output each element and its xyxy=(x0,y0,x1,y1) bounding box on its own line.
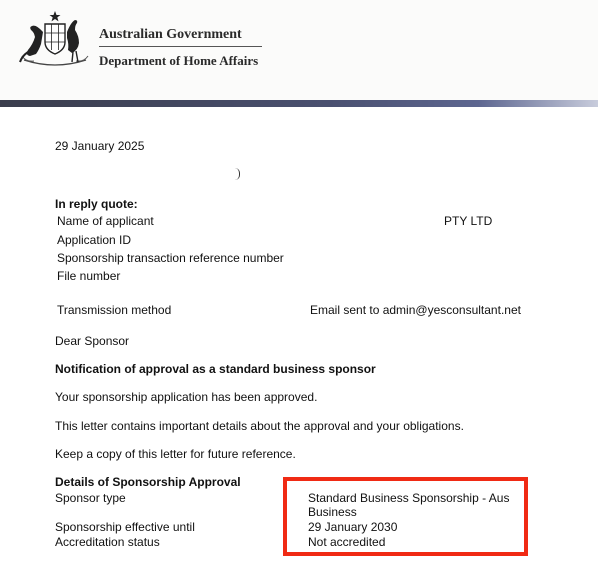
header-band xyxy=(0,100,598,107)
reply-label-file-number: File number xyxy=(57,269,121,283)
details-value-sponsor-type-cont: Business xyxy=(308,505,357,519)
letterhead xyxy=(0,0,598,100)
notification-heading: Notification of approval as a standard business sponsor xyxy=(55,362,376,376)
reply-label-application-id: Application ID xyxy=(57,233,132,247)
reply-quote-heading: In reply quote: xyxy=(55,197,138,211)
details-label-sponsor-type: Sponsor type xyxy=(55,491,126,505)
details-heading: Details of Sponsorship Approval xyxy=(55,475,241,489)
highlight-box xyxy=(283,477,528,556)
salutation: Dear Sponsor xyxy=(55,334,130,348)
details-value-effective-until: 29 January 2030 xyxy=(308,520,398,534)
transmission-value: Email sent to admin@yesconsultant.net xyxy=(310,303,521,317)
reply-label-applicant: Name of applicant xyxy=(57,214,154,228)
details-value-accreditation: Not accredited xyxy=(308,535,386,549)
details-value-sponsor-type: Standard Business Sponsorship - Aus xyxy=(308,491,510,505)
paragraph-keep-copy: Keep a copy of this letter for future reference. xyxy=(55,447,296,461)
header-rule xyxy=(99,46,262,47)
reply-value-applicant: PTY LTD xyxy=(444,214,493,228)
department-name: Department of Home Affairs xyxy=(99,53,259,68)
transmission-label: Transmission method xyxy=(57,303,172,317)
letter-date: 29 January 2025 xyxy=(55,139,145,153)
reply-label-transaction-ref: Sponsorship transaction reference number xyxy=(57,251,284,265)
details-label-accreditation: Accreditation status xyxy=(55,535,160,549)
redacted-address-fragment xyxy=(235,168,240,180)
government-name: Australian Government xyxy=(99,27,242,42)
paragraph-obligations: This letter contains important details about the approval and your obligations. xyxy=(55,419,464,433)
paragraph-approved: Your sponsorship application has been approved. xyxy=(55,390,318,404)
details-label-effective-until: Sponsorship effective until xyxy=(55,520,195,534)
coat-of-arms-icon xyxy=(16,10,94,68)
